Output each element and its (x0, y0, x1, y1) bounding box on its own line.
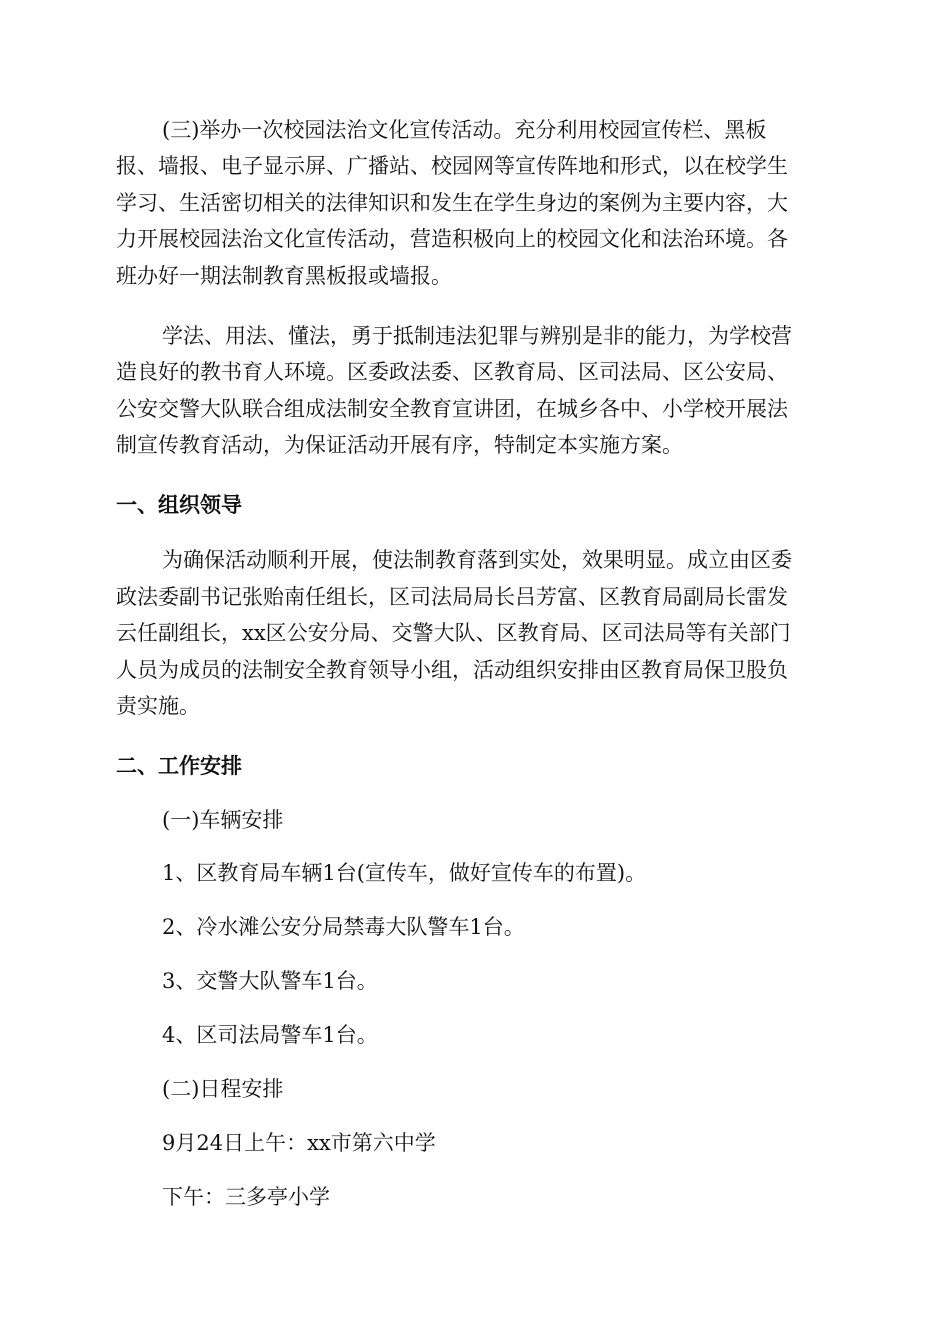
list-item: 9月24日上午：xx市第六中学 (162, 1131, 436, 1155)
list-item: 4、区司法局警车1台。 (162, 1023, 378, 1047)
paragraph-3-line-3: 云任副组长，xx区公安分局、交警大队、区教育局、区司法局等有关部门 (116, 621, 791, 645)
paragraph-2-line-4: 制宣传教育活动，为保证活动开展有序，特制定本实施方案。 (116, 433, 683, 457)
paragraph-2-line-2: 造良好的教书育人环境。区委政法委、区教育局、区司法局、区公安局、 (116, 360, 788, 384)
paragraph-2-line-3: 公安交警大队联合组成法制安全教育宣讲团，在城乡各中、小学校开展法 (116, 397, 788, 421)
paragraph-1-line-2: 报、墙报、电子显示屏、广播站、校园网等宣传阵地和形式，以在校学生 (116, 154, 788, 178)
list-item: 2、冷水滩公安分局禁毒大队警车1台。 (162, 915, 525, 939)
paragraph-3-line-1: 为确保活动顺利开展，使法制教育落到实处，效果明显。成立由区委 (162, 548, 792, 572)
list-item: 1、区教育局车辆1台(宣传车，做好宣传车的布置)。 (162, 861, 647, 885)
section-heading-2: 二、工作安排 (116, 754, 242, 778)
section-heading-1: 一、组织领导 (116, 493, 242, 517)
list-item: 3、交警大队警车1台。 (162, 969, 378, 993)
paragraph-3-line-4: 人员为成员的法制安全教育领导小组，活动组织安排由区教育局保卫股负 (116, 658, 788, 682)
paragraph-1-line-3: 学习、生活密切相关的法律知识和发生在学生身边的案例为主要内容，大 (116, 191, 788, 215)
paragraph-3-line-5: 责实施。 (116, 694, 200, 718)
list-item: 下午：三多亭小学 (162, 1185, 330, 1209)
list-item: (一)车辆安排 (162, 808, 284, 832)
list-item: (二)日程安排 (162, 1077, 284, 1101)
paragraph-1-line-5: 班办好一期法制教育黑板报或墙报。 (116, 264, 452, 288)
paragraph-1-line-1: (三)举办一次校园法治文化宣传活动。充分利用校园宣传栏、黑板 (162, 118, 767, 142)
paragraph-3-line-2: 政法委副书记张贻南任组长，区司法局局长吕芳富、区教育局副局长雷发 (116, 585, 788, 609)
paragraph-2-line-1: 学法、用法、懂法，勇于抵制违法犯罪与辨别是非的能力，为学校营 (162, 324, 792, 348)
paragraph-1-line-4: 力开展校园法治文化宣传活动，营造积极向上的校园文化和法治环境。各 (116, 227, 788, 251)
